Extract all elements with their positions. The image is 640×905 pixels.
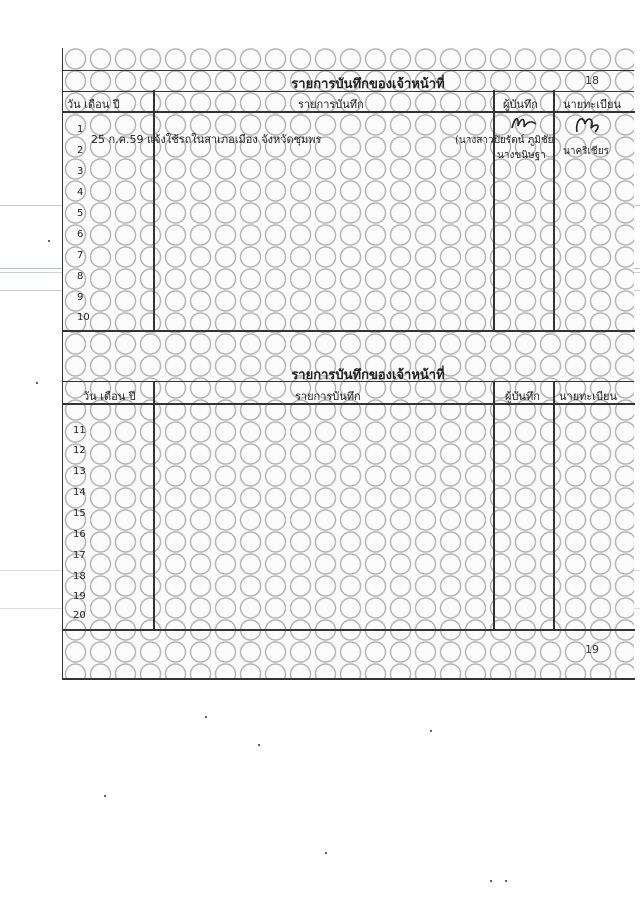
column-divider <box>493 90 495 330</box>
table-title: รายการบันทึกของเจ้าหน้าที่ <box>291 77 445 92</box>
title-band <box>63 70 634 92</box>
column-divider <box>493 381 495 629</box>
column-divider <box>553 381 555 629</box>
row-number: 9 <box>77 292 84 303</box>
sheet-bottom-border <box>63 678 635 680</box>
recorder-signature <box>509 112 539 134</box>
table-bottom-border <box>63 330 635 332</box>
row-number: 20 <box>73 610 86 621</box>
scan-speck <box>36 382 38 384</box>
scan-speck <box>490 880 492 882</box>
scan-speck <box>430 730 432 732</box>
header-record: รายการบันทึก <box>298 98 364 111</box>
header-date: วัน เดือน ปี <box>83 390 136 403</box>
row-number: 15 <box>73 508 86 519</box>
record-table-2 <box>62 333 634 680</box>
header-registrar: นายทะเบียน <box>563 98 622 111</box>
header-registrar: นายทะเบียน <box>559 390 618 403</box>
row-number: 11 <box>73 425 86 436</box>
entry-text: แจ้งใช้รถในสาเภอเมือง จังหวัดชุมพร <box>147 133 322 146</box>
page-number: 19 <box>585 643 599 656</box>
scan-speck <box>505 880 507 882</box>
scan-speck <box>104 795 106 797</box>
header-date: วัน เดือน ปี <box>67 98 120 111</box>
scan-speck <box>258 744 260 746</box>
column-divider <box>153 90 155 330</box>
row-number: 2 <box>77 145 84 156</box>
row-number: 4 <box>77 187 84 198</box>
column-divider <box>153 381 155 629</box>
column-divider <box>553 90 555 330</box>
row-number: 1 <box>77 124 84 135</box>
row-number: 7 <box>77 250 84 261</box>
row-number: 14 <box>73 487 86 498</box>
header-divider <box>63 403 635 405</box>
record-table-1 <box>62 48 634 333</box>
registrar-signature <box>571 112 605 138</box>
row-number: 6 <box>77 229 84 240</box>
header-record: รายการบันทึก <box>295 390 361 403</box>
entry-date: 25 ก.ค.59 <box>91 133 144 146</box>
row-number: 10 <box>77 312 90 323</box>
header-divider <box>63 111 635 113</box>
table-title: รายการบันทึกของเจ้าหน้าที่ <box>291 368 445 383</box>
recorder-name: (นางสาวปิยรัตน์ ภูมิชัย <box>455 135 554 146</box>
recorder-name-2: นางขนิษฐา <box>497 150 546 161</box>
scan-speck <box>205 716 207 718</box>
row-number: 13 <box>73 466 86 477</box>
title-band <box>63 361 634 382</box>
row-number: 12 <box>73 445 86 456</box>
row-number: 8 <box>77 271 84 282</box>
row-number: 19 <box>73 591 86 602</box>
page-number: 18 <box>585 74 599 87</box>
scan-speck <box>325 852 327 854</box>
header-recorder: ผู้บันทึก <box>503 98 538 111</box>
table-bottom-border <box>63 629 635 631</box>
row-number: 3 <box>77 166 84 177</box>
row-number: 16 <box>73 529 86 540</box>
registrar-name: นาคริเชียร <box>563 146 609 157</box>
header-recorder: ผู้บันทึก <box>505 390 540 403</box>
row-number: 5 <box>77 208 84 219</box>
row-number: 18 <box>73 571 86 582</box>
row-number: 17 <box>73 550 86 561</box>
scan-speck <box>48 240 50 242</box>
